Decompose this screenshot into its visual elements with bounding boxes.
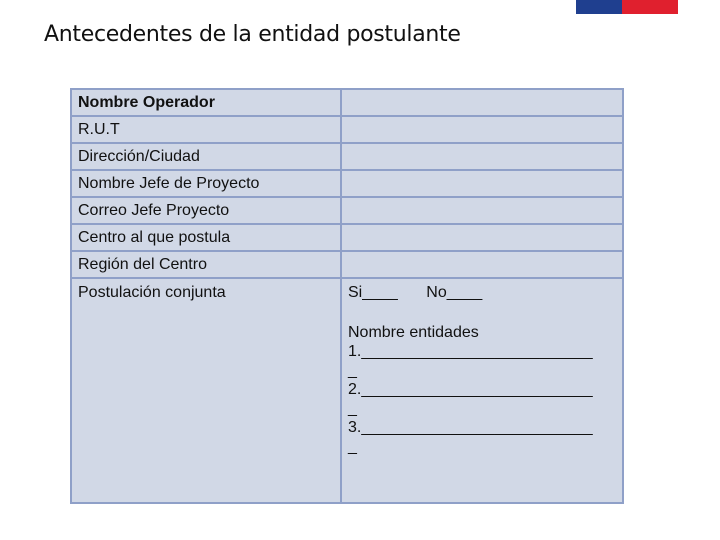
entity-line[interactable]: 2.__________________________: [348, 381, 593, 398]
label-address-city: Dirección/Ciudad: [71, 143, 341, 170]
entity-line[interactable]: 1.__________________________: [348, 343, 593, 360]
yes-no-choice: [348, 284, 616, 302]
field-address-city[interactable]: [341, 143, 623, 170]
field-joint-application: [341, 278, 623, 503]
label-center: Centro al que postula: [71, 224, 341, 251]
entity-line[interactable]: 3.__________________________: [348, 419, 593, 436]
field-project-lead-name[interactable]: [341, 170, 623, 197]
label-rut: R.U.T: [71, 116, 341, 143]
row-project-lead-email: [71, 197, 623, 224]
entity-line-continuation: _: [348, 362, 357, 379]
entity-line-continuation: _: [348, 400, 357, 417]
entity-line-continuation: _: [348, 438, 357, 455]
label-operator-name: Nombre Operador: [71, 89, 341, 116]
entities-block: [348, 323, 616, 456]
row-address-city: [71, 143, 623, 170]
option-no[interactable]: No____: [426, 284, 483, 301]
field-center-region[interactable]: [341, 251, 623, 278]
label-project-lead-name: Nombre Jefe de Proyecto: [71, 170, 341, 197]
label-project-lead-email: Correo Jefe Proyecto: [71, 197, 341, 224]
row-project-lead-name: [71, 170, 623, 197]
flag-logo: [576, 0, 678, 14]
flag-blue-block: [576, 0, 622, 14]
field-project-lead-email[interactable]: [341, 197, 623, 224]
page-title: Antecedentes de la entidad postulante: [44, 22, 461, 47]
applicant-form-table: [70, 88, 624, 504]
row-operator-name: [71, 89, 623, 116]
row-center-region: [71, 251, 623, 278]
field-operator-name[interactable]: [341, 89, 623, 116]
row-rut: [71, 116, 623, 143]
row-center: [71, 224, 623, 251]
label-joint-application: Postulación conjunta: [71, 278, 341, 503]
label-center-region: Región del Centro: [71, 251, 341, 278]
field-rut[interactable]: [341, 116, 623, 143]
row-joint-application: [71, 278, 623, 503]
entities-heading: Nombre entidades: [348, 324, 479, 341]
flag-red-block: [622, 0, 678, 14]
option-yes[interactable]: Si____: [348, 284, 398, 301]
field-center[interactable]: [341, 224, 623, 251]
